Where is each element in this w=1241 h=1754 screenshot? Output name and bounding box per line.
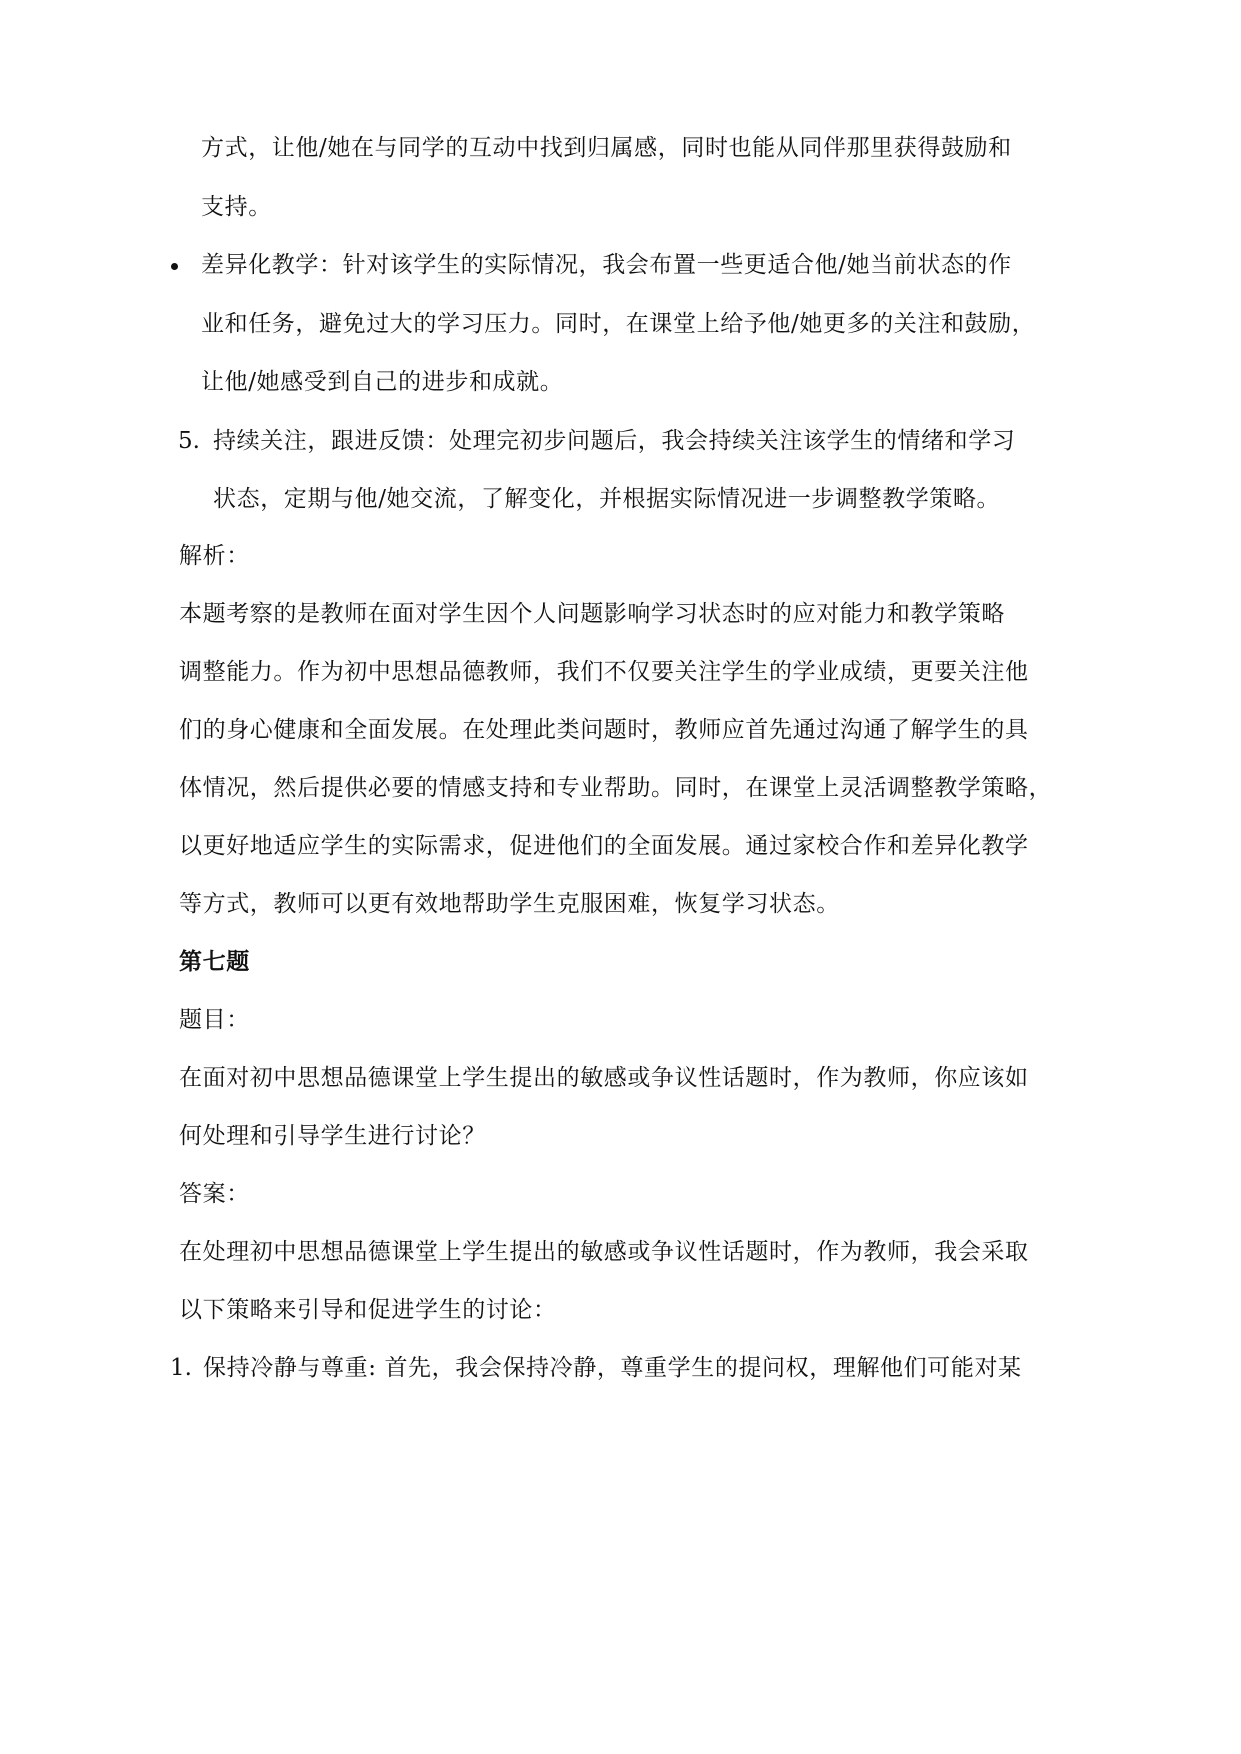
list-number-1: 1. — [170, 1355, 192, 1381]
answer-line-1: 在处理初中思想品德课堂上学生提出的敏感或争议性话题时，作为教师，我会采取 — [179, 1239, 1029, 1265]
analysis-line-2: 调整能力。作为初中思想品德教师，我们不仅要关注学生的学业成绩，更要关注他 — [179, 659, 1029, 685]
analysis-line-5: 以更好地适应学生的实际需求，促进他们的全面发展。通过家校合作和差异化教学 — [179, 833, 1029, 859]
analysis-line-1: 本题考察的是教师在面对学生因个人问题影响学习状态时的应对能力和教学策略 — [179, 601, 1005, 627]
bullet-differentiated-line-1: 差异化教学：针对该学生的实际情况，我会布置一些更适合他/她当前状态的作 — [201, 252, 1012, 278]
list-number-5: 5. — [178, 428, 200, 454]
section-title: 第七题 — [179, 949, 250, 975]
answer-label: 答案： — [179, 1181, 250, 1207]
question-line-2: 何处理和引导学生进行讨论？ — [179, 1123, 486, 1149]
item1-line-1: 保持冷静与尊重: 首先，我会保持冷静，尊重学生的提问权，理解他们可能对某 — [203, 1355, 1022, 1381]
bullet-differentiated-line-2: 业和任务，避免过大的学习压力。同时，在课堂上给予他/她更多的关注和鼓励， — [201, 311, 1036, 337]
question-label: 题目： — [179, 1007, 250, 1033]
question-line-1: 在面对初中思想品德课堂上学生提出的敏感或争议性话题时，作为教师，你应该如 — [179, 1065, 1029, 1091]
answer-line-2: 以下策略来引导和促进学生的讨论： — [179, 1297, 557, 1323]
item5-line-2: 状态，定期与他/她交流，了解变化，并根据实际情况进一步调整教学策略。 — [213, 486, 1001, 512]
analysis-label: 解析： — [179, 543, 250, 569]
bullet-dot-icon — [171, 263, 178, 270]
analysis-line-4: 体情况，然后提供必要的情感支持和专业帮助。同时，在课堂上灵活调整教学策略， — [179, 775, 1053, 801]
analysis-line-3: 们的身心健康和全面发展。在处理此类问题时，教师应首先通过沟通了解学生的具 — [179, 717, 1029, 743]
analysis-line-6: 等方式，教师可以更有效地帮助学生克服困难，恢复学习状态。 — [179, 891, 840, 917]
bullet-continuation-line-1: 方式，让他/她在与同学的互动中找到归属感，同时也能从同伴那里获得鼓励和 — [201, 135, 1012, 161]
item5-line-1: 持续关注，跟进反馈：处理完初步问题后，我会持续关注该学生的情绪和学习 — [213, 428, 1016, 454]
bullet-continuation-line-2: 支持。 — [201, 194, 272, 220]
bullet-differentiated-line-3: 让他/她感受到自己的进步和成就。 — [201, 369, 564, 395]
